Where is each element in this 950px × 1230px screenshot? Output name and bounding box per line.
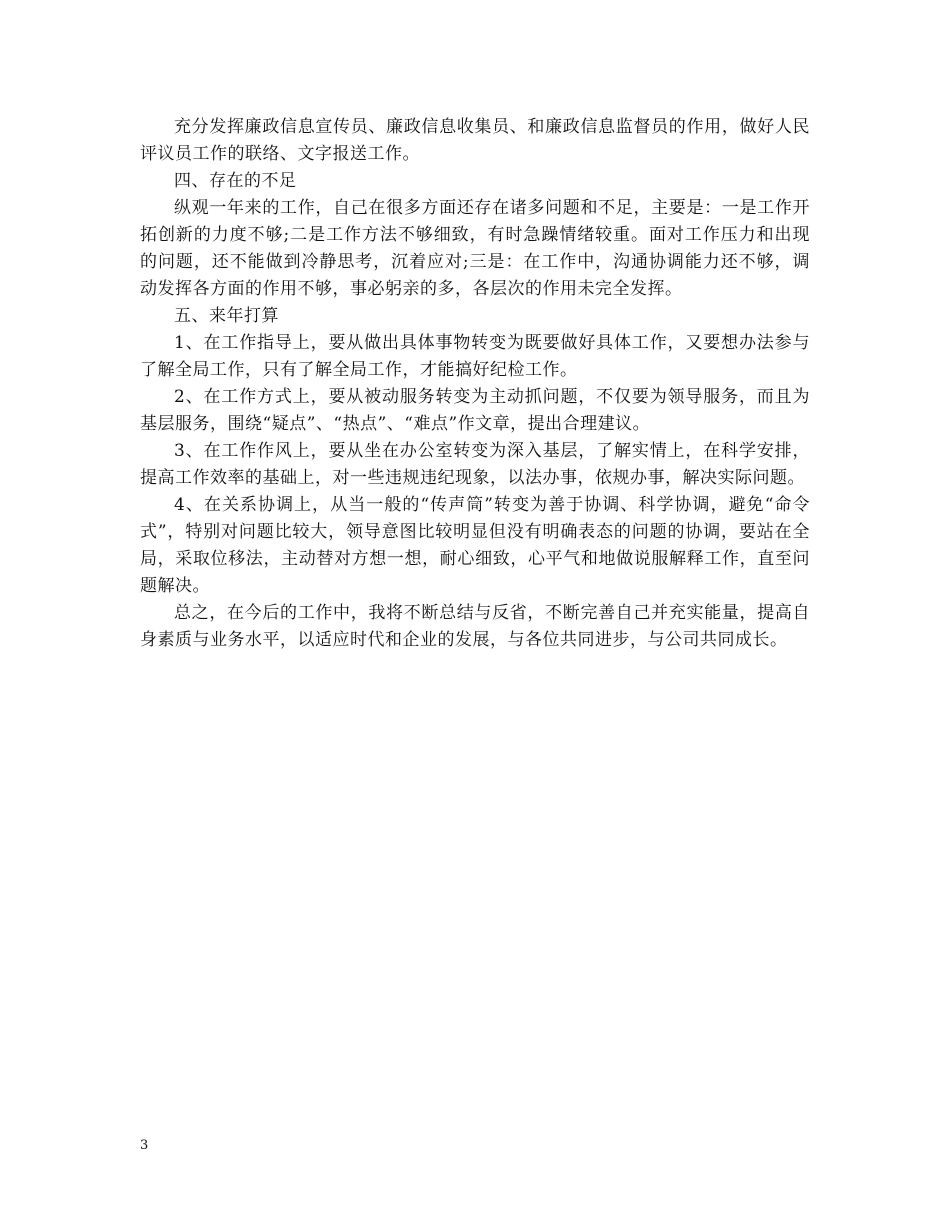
- paragraph-conclusion: 总之，在今后的工作中，我将不断总结与反省，不断完善自己并充实能量，提高自身素质与业务水平，以适应时代和企业的发展，与各位共同进步，与公司共同成长。: [140, 603, 810, 650]
- paragraph-plan-1: 1、在工作指导上，要从做出具体事物转变为既要做好具体工作，又要想办法参与了解全局工作，只有了解全局工作，才能搞好纪检工作。: [140, 333, 810, 380]
- section-heading-shortcomings: 四、存在的不足: [174, 171, 297, 191]
- paragraph-shortcomings: 纵观一年来的工作，自己在很多方面还存在诸多问题和不足，主要是：一是工作开拓创新的力度不够;二是工作方法不够细致，有时急躁情绪较重。面对工作压力和出现的问题，还不能做到冷静思考，沉着应对;三是：在工作中，沟通协调能力还不够，调动发挥各方面的作用不够，事必躬亲的多，各层次的作用未完全发挥。: [140, 198, 810, 299]
- paragraph-supervisor-roles: 充分发挥廉政信息宣传员、廉政信息收集员、和廉政信息监督员的作用，做好人民评议员工作的联络、文字报送工作。: [140, 117, 810, 164]
- paragraph-plan-3: 3、在工作作风上，要从坐在办公室转变为深入基层，了解实情上，在科学安排，提高工作效率的基础上，对一些违规违纪现象，以法办事，依规办事，解决实际问题。: [140, 441, 810, 488]
- section-heading-next-year-plan: 五、来年打算: [174, 306, 279, 326]
- paragraph-plan-4: 4、在关系协调上，从当一般的“传声筒”转变为善于协调、科学协调，避免“命令式”，特别对问题比较大，领导意图比较明显但没有明确表态的问题的协调，要站在全局，采取位移法，主动替对方想一想，耐心细致，心平气和地做说服解释工作，直至问题解决。: [140, 495, 810, 596]
- paragraph-plan-2: 2、在工作方式上，要从被动服务转变为主动抓问题，不仅要为领导服务，而且为基层服务，围绕“疑点”、“热点”、“难点”作文章，提出合理建议。: [140, 387, 810, 434]
- document-body: [140, 114, 810, 654]
- page-number: 3: [140, 1138, 149, 1153]
